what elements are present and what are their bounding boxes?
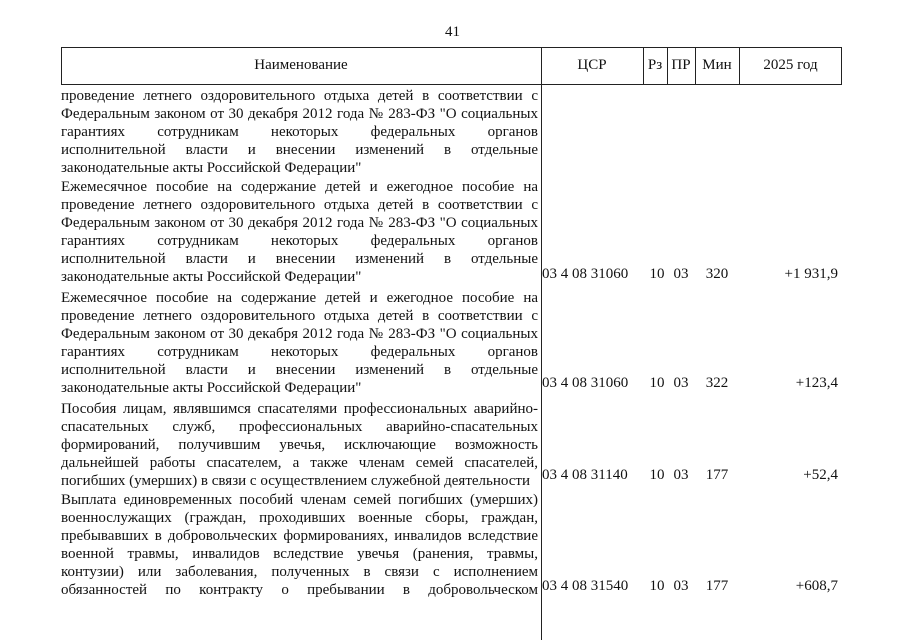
row-description bbox=[61, 178, 538, 286]
header-name: Наименование bbox=[254, 57, 348, 73]
grid-line bbox=[739, 47, 740, 85]
row-csr: 03 4 08 31060 bbox=[542, 266, 629, 282]
grid-line bbox=[695, 47, 696, 85]
description-line: исполнительной власти и внесении изменений в отдельные bbox=[61, 251, 538, 267]
row-csr: 03 4 08 31060 bbox=[542, 375, 629, 391]
row-min: 177 bbox=[705, 467, 729, 483]
grid-line bbox=[643, 47, 644, 85]
description-line: проведение летнего оздоровительного отдыха детей в соответствии с bbox=[61, 197, 538, 213]
description-line: законодательные акты Российской Федерации" bbox=[61, 269, 362, 285]
row-value: +52,4 bbox=[803, 467, 838, 483]
table-header bbox=[61, 47, 842, 85]
description-line: военной травмы, инвалидов вследствие увечья (ранения, травмы, bbox=[61, 546, 538, 562]
row-pr: 03 bbox=[673, 266, 689, 282]
description-line: Ежемесячное пособие на содержание детей и ежегодное пособие на bbox=[61, 179, 538, 195]
row-min: 322 bbox=[705, 375, 729, 391]
row-pr: 03 bbox=[673, 375, 689, 391]
description-line: гарантиях сотрудникам некоторых федеральных органов bbox=[61, 233, 538, 249]
grid-line bbox=[61, 47, 62, 85]
description-line: спасательных служб, профессиональных аварийно-спасательных bbox=[61, 419, 538, 435]
row-value: +123,4 bbox=[795, 375, 838, 391]
description-line: Пособия лицам, являвшимся спасателями профессиональных аварийно- bbox=[61, 401, 538, 417]
row-csr: 03 4 08 31140 bbox=[542, 467, 628, 483]
row-pr: 03 bbox=[673, 578, 689, 594]
description-line: Ежемесячное пособие на содержание детей и ежегодное пособие на bbox=[61, 290, 538, 306]
page-number: 41 bbox=[445, 24, 460, 40]
grid-line bbox=[841, 47, 842, 85]
table-row bbox=[61, 289, 842, 397]
table-row bbox=[61, 491, 842, 601]
grid-line bbox=[667, 47, 668, 85]
description-line: Федеральным законом от 30 декабря 2012 года № 283-ФЗ "О социальных bbox=[61, 106, 538, 122]
header-pr: ПР bbox=[671, 57, 691, 73]
description-line: военнослужащих (граждан, проходивших военные сборы, граждан, bbox=[61, 510, 538, 526]
description-line: проведение летнего оздоровительного отдыха детей в соответствии с bbox=[61, 88, 538, 104]
row-rz: 10 bbox=[649, 266, 665, 282]
header-csr: ЦСР bbox=[577, 57, 607, 73]
row-min: 320 bbox=[705, 266, 729, 282]
description-line: законодательные акты Российской Федерации" bbox=[61, 160, 362, 176]
row-value: +608,7 bbox=[795, 578, 838, 594]
description-line: погибших (умерших) в связи с осуществлением служебной деятельности bbox=[61, 473, 531, 489]
description-line: гарантиях сотрудникам некоторых федеральных органов bbox=[61, 344, 538, 360]
description-line: контузии) или заболевания, полученных в связи с исполнением bbox=[61, 564, 538, 580]
description-line: проведение летнего оздоровительного отдыха детей в соответствии с bbox=[61, 308, 538, 324]
description-line: дальнейшей работы спасателем, а также членам семей спасателей, bbox=[61, 455, 538, 471]
description-line: обязанностей по контракту о пребывании в добровольческом bbox=[61, 582, 538, 598]
row-description bbox=[61, 400, 538, 490]
row-description bbox=[61, 87, 538, 177]
row-rz: 10 bbox=[649, 578, 665, 594]
description-line: законодательные акты Российской Федерации" bbox=[61, 380, 362, 396]
row-value: +1 931,9 bbox=[784, 266, 838, 282]
row-csr: 03 4 08 31540 bbox=[542, 578, 629, 594]
description-line: исполнительной власти и внесении изменений в отдельные bbox=[61, 142, 538, 158]
table-row bbox=[61, 87, 842, 177]
row-min: 177 bbox=[705, 578, 729, 594]
description-line: Федеральным законом от 30 декабря 2012 года № 283-ФЗ "О социальных bbox=[61, 215, 538, 231]
description-line: гарантиях сотрудникам некоторых федеральных органов bbox=[61, 124, 538, 140]
description-line: формирований, получившим увечья, исключающие возможность bbox=[61, 437, 538, 453]
row-description bbox=[61, 289, 538, 397]
description-line: Федеральным законом от 30 декабря 2012 года № 283-ФЗ "О социальных bbox=[61, 326, 538, 342]
row-rz: 10 bbox=[649, 375, 665, 391]
header-rz: Рз bbox=[647, 57, 663, 73]
header-year: 2025 год bbox=[763, 57, 818, 73]
row-description bbox=[61, 491, 538, 599]
row-pr: 03 bbox=[673, 467, 689, 483]
table-row bbox=[61, 400, 842, 490]
row-rz: 10 bbox=[649, 467, 665, 483]
description-line: пребывавших в добровольческих формированиях, инвалидов вследствие bbox=[61, 528, 538, 544]
description-line: исполнительной власти и внесении изменений в отдельные bbox=[61, 362, 538, 378]
description-line: Выплата единовременных пособий членам семей погибших (умерших) bbox=[61, 492, 538, 508]
header-min: Мин bbox=[702, 57, 732, 73]
table-row bbox=[61, 178, 842, 286]
